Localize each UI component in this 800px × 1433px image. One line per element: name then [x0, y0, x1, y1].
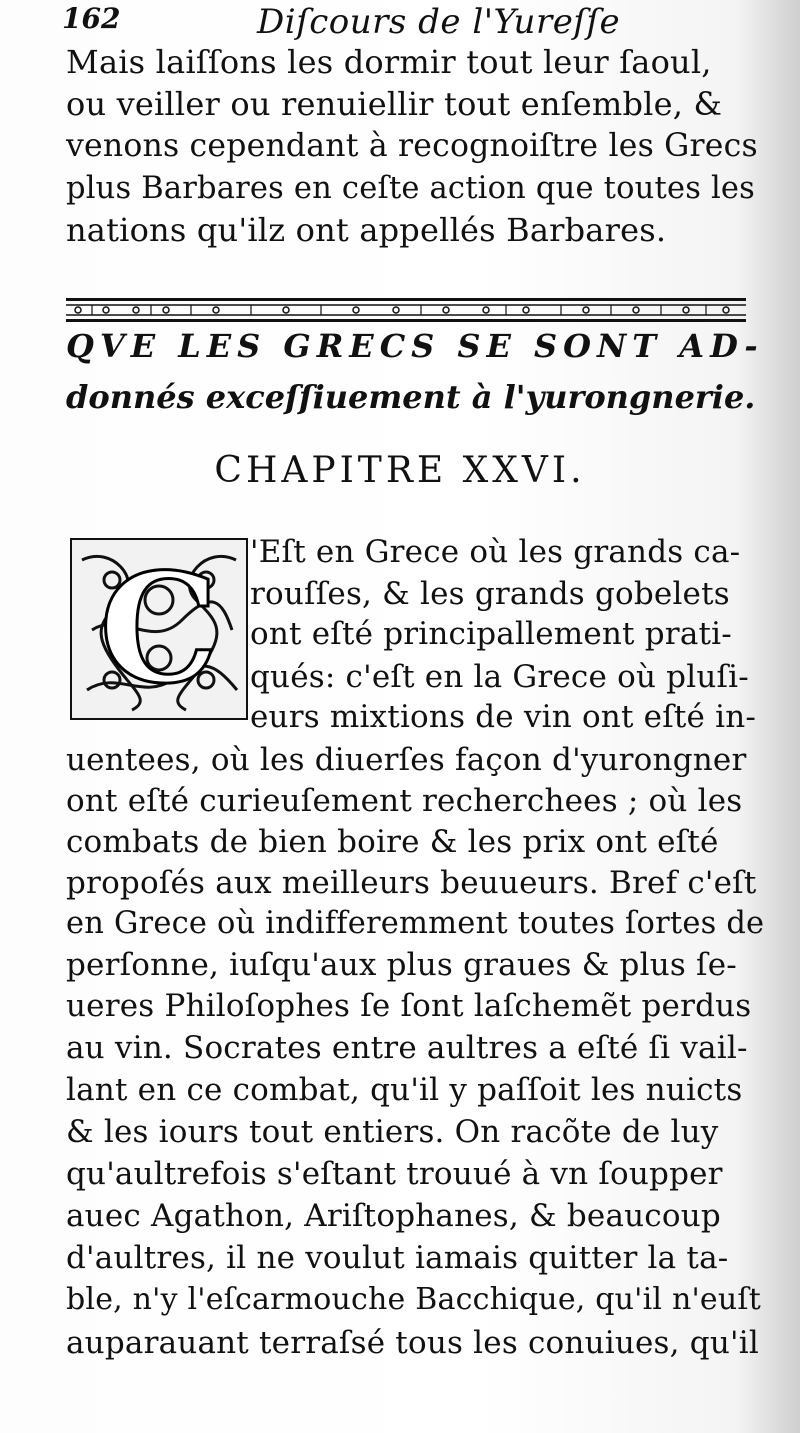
drop-cap-letter: C [99, 541, 219, 717]
text-line: en Grece où indifferemment toutes ſortes de [66, 906, 765, 941]
page-header [62, 2, 622, 46]
section-heading-line-1: QVE LES GRECS SE SONT AD- [66, 327, 764, 365]
intro-line: plus Barbares en ceſte action que toutes les [66, 171, 756, 206]
text-line: qu'aultrefois s'eſtant trouué à vn ſoupper [66, 1156, 723, 1192]
text-line: qués: c'eſt en la Grece où pluſi- [250, 659, 749, 695]
text-line: uentees, où les diuerſes façon d'yurongner [66, 742, 747, 778]
text-line: au vin. Socrates entre aultres a eſté ſi vail- [66, 1030, 748, 1066]
text-line: ble, n'y l'eſcarmouche Bacchique, qu'il n'euſt [66, 1282, 761, 1317]
chapter-title: CHAPITRE XXVI. [214, 450, 586, 491]
text-line: lant en ce combat, qu'il y paſſoit les nuicts [66, 1072, 743, 1108]
text-line: 'Eſt en Grece où les grands ca- [250, 534, 741, 570]
intro-line: venons cependant à recognoiſtre les Grecs [66, 128, 758, 164]
text-line: eurs mixtions de vin ont eſté in- [250, 699, 757, 735]
text-line: perſonne, iuſqu'aux plus graues & plus ſe- [66, 947, 737, 983]
ornamental-drop-cap [70, 538, 248, 720]
text-line: auec Agathon, Ariſtophanes, & beaucoup [66, 1198, 721, 1234]
text-line: auparauant terraſsé tous les conuiues, qu'il [66, 1325, 759, 1361]
text-line: propoſés aux meilleurs beuueurs. Bref c'eſt [66, 865, 757, 901]
text-line: ont eſté curieuſement recherchees ; où les [66, 783, 743, 819]
intro-line: nations qu'ilz ont appellés Barbares. [66, 211, 667, 249]
intro-line: ou veiller ou renuiellir tout enſemble, & [66, 85, 723, 123]
text-line: rouſſes, & les grands gobelets [250, 576, 730, 612]
text-line: ueres Philoſophes ſe ſont laſchemẽt perdus [66, 988, 752, 1024]
text-line: ont eſté principallement prati- [250, 616, 732, 652]
text-line: combats de bien boire & les prix ont eſté [66, 824, 719, 860]
intro-line: Mais laiſſons les dormir tout leur ſaoul, [66, 43, 712, 81]
ornamental-border [66, 297, 746, 323]
section-heading-line-2: donnés exceſſiuement à l'yurongnerie. [66, 378, 756, 416]
page-number: 162 [62, 2, 121, 35]
text-line: d'aultres, il ne voulut iamais quitter la ta- [66, 1240, 729, 1276]
text-line: & les iours tout entiers. On racõte de luy [66, 1114, 719, 1150]
running-head: Diſcours de l'Yureſſe [257, 2, 621, 42]
